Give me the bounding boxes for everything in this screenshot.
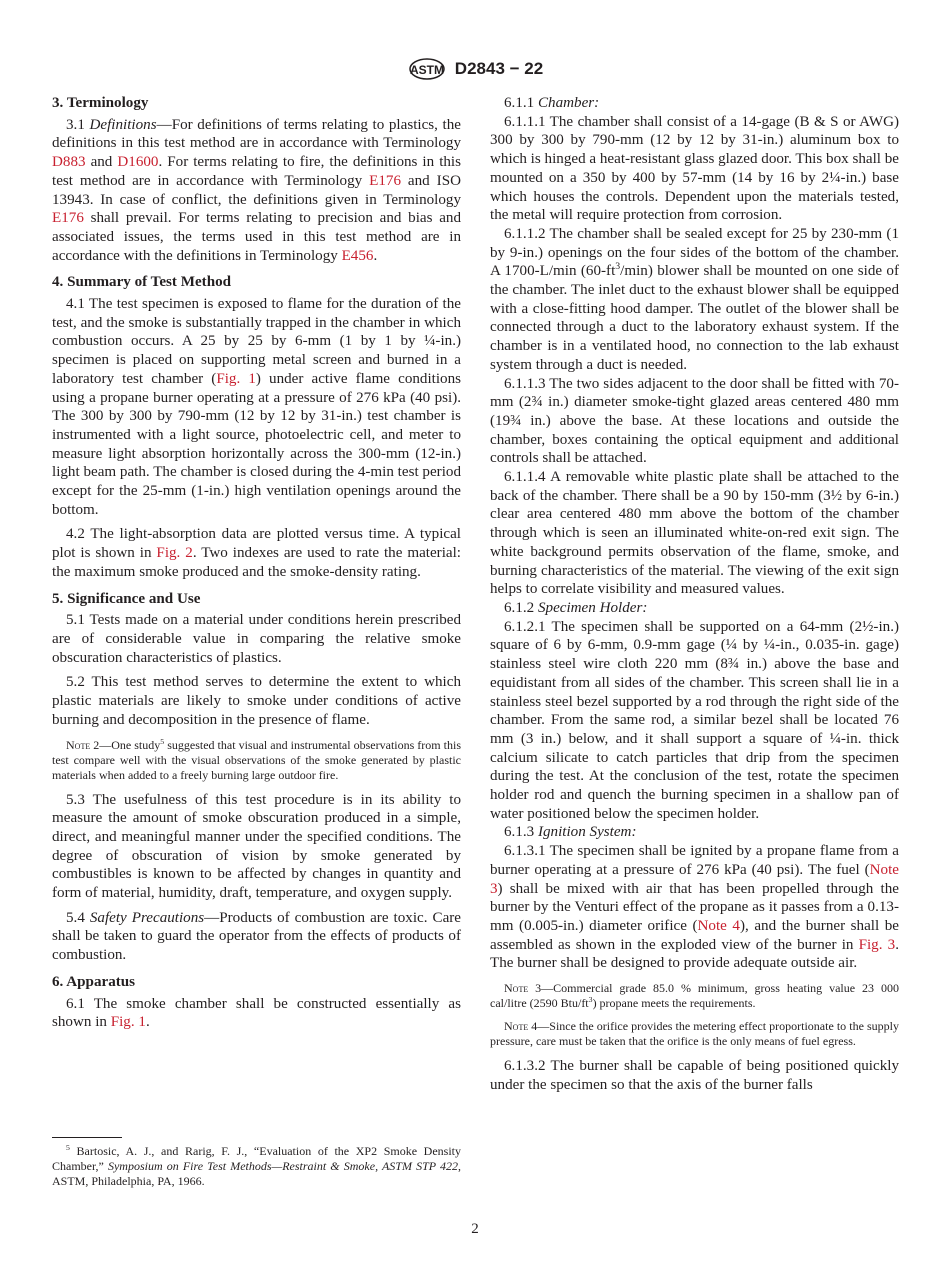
paragraph: [52, 791, 461, 903]
right-column: [490, 94, 899, 1094]
note-label: Note: [66, 737, 91, 752]
text-run: —For definitions of terms relating to plastics, the definitions in this test method are in accordance with Terminology: [52, 116, 461, 152]
text-run: 6.1.1.3 The two sides adjacent to the door shall be fitted with 70-mm (2¾ in.) diameter smoke-tight glazed areas centered 480 mm (19¾ in.) above the base. At these locations and outside the chamber, boxes containing the optical equipment and additional controls shall be attached.: [490, 375, 899, 467]
text-run: ) shall be mixed with air that has been propelled through the burner by the Venturi effect of the propane as it passes from a 0.13-mm (0.005-in.) diameter orifice (: [490, 880, 899, 934]
text-run: . For terms relating to fire, the definitions in this test method are in accordance with Terminology: [52, 154, 461, 189]
text-run: 6.1.1.2 The chamber shall be sealed except for 25 by 230-mm (1 by 9-in.) openings on the four sides of the bottom of the chamber. A 1700-L/min (60-ft: [490, 225, 899, 280]
paragraph: [490, 94, 899, 113]
footnote-divider: [52, 1137, 122, 1138]
text-run: /min) blower shall be mounted on one side of the chamber. The inlet duct to the exhaust blower shall be equipped with a close-fitting hood damper. The outlet of the blower shall be connected through a duct to the laboratory exhaust system. If the chamber is in a ventilated hood, no connection to the lab exhaust system through a duct is needed.: [490, 263, 899, 373]
page-number: 2: [471, 1221, 479, 1237]
note-label: Note: [504, 981, 529, 996]
text-run: 4.1 The test specimen is exposed to flame for the duration of the test, and the smoke is substantially trapped in the chamber in which combustion occurs. A 25 by 25 by 6-mm (1 by 1 by ¼-in.) specimen is placed on supporting metal screen and burned in a laboratory test chamber (: [52, 296, 461, 387]
text-run: 4—Since the orifice provides the metering effect proportionate to the supply pressure, care must be taken that the orifice is the only means of fuel egress.: [490, 1019, 899, 1049]
paragraph: [52, 525, 461, 581]
text-run: 5.2 This test method serves to determine the extent to which plastic materials are likely to smoke under conditions of active burning and decomposition in the presence of flame.: [52, 674, 461, 728]
text-run: ) under active flame conditions using a propane burner operating at a pressure of 276 kPa (40 psi). The 300 by 300 by 790-mm (12 by 12 by 31-in.) test chamber is instrumented with a light source, photoelectric cell, and meter to measure light absorption horizontally across the 300-mm (12-in.) light beam path. The chamber is closed during the 4-min test period except for the 25-mm (1-in.) high ventilation openings around the bottom.: [52, 370, 462, 518]
text-run: Bartosic, A. J., and Rarig, F. J., “Evaluation of the XP2 Smoke Density Chamber,”: [52, 1144, 461, 1173]
paragraph: [52, 673, 461, 729]
text-run: 6.1.3.2 The burner shall be capable of being positioned quickly under the specimen so that the axis of the burner falls: [490, 1058, 899, 1093]
text-run: 5. Significance and Use: [52, 590, 201, 607]
paragraph: [52, 611, 461, 667]
section-heading: [52, 973, 461, 992]
text-run: and ISO 13943. In case of conflict, the definitions given in Terminology: [52, 172, 461, 208]
text-run: 3. Terminology: [52, 95, 149, 111]
note: [490, 1019, 899, 1049]
reference-link[interactable]: D1600: [117, 154, 159, 171]
italic-text: Chamber:: [537, 95, 600, 111]
reference-link[interactable]: Fig. 1: [110, 1014, 146, 1031]
text-run: .: [145, 1014, 150, 1031]
italic-text: Ignition System:: [537, 824, 637, 841]
reference-link[interactable]: E176: [52, 210, 84, 227]
reference-link[interactable]: Fig. 2: [156, 545, 193, 562]
text-run: 6.1.2.1 The specimen shall be supported on a 64-mm (2½-in.) square of 6 by 6-mm, 0.9-mm gage (¼ by ¼-in., 0.035-in. gage) stainless steel wire cloth 220 mm (8¾ in.) above the base and equidistant from all sides of the chamber. This screen shall lie in a stainless steel bezel supported by a rod through the right side of the chamber. From the same rod, a similar bezel shall be located 76 mm (3 in.) below, and it shall support a square of ¼-in. thick calcium silicate to catch particles that drip from the specimen during the test. At the conclusion of the test, rotate the specimen holder rod and quench the burning specimen in a shallow pan of water positioned below the specimen holder.: [490, 618, 899, 822]
superscript: 3: [588, 995, 593, 1005]
paragraph: [490, 618, 899, 824]
note: [52, 738, 461, 783]
text-run: 6. Apparatus: [52, 973, 136, 990]
reference-link[interactable]: Fig. 1: [216, 370, 256, 387]
text-run: ) propane meets the requirements.: [592, 996, 756, 1011]
text-run: suggested that visual and instrumental observations from this test compare well with the visual observations of the smoke generated by plastic materials when added to a freely burning large outdoor fire.: [52, 737, 461, 782]
text-run: 4. Summary of Test Method: [52, 274, 232, 291]
footnote-5: [52, 1144, 461, 1189]
left-column: [52, 94, 461, 1032]
text-run: and: [85, 154, 118, 171]
text-run: 5.4: [66, 909, 90, 926]
text-run: . The burner shall be designed to provide adequate outside air.: [490, 936, 899, 972]
text-run: 6.1.3.1 The specimen shall be ignited by a propane flame from a burner operating at a pressure of 276 kPa (40 psi). The fuel (: [490, 843, 899, 878]
paragraph: [490, 823, 899, 842]
text-run: 3.1: [66, 116, 90, 133]
reference-link[interactable]: Note 3: [490, 861, 899, 897]
paragraph: [52, 116, 461, 266]
italic-text: Safety Precautions: [89, 909, 205, 926]
text-run: 5.1 Tests made on a material under conditions herein prescribed are of considerable value in comparing the relative smoke obscuration characteristics of plastics.: [52, 612, 461, 666]
reference-link[interactable]: D883: [52, 154, 86, 171]
text-run: .: [373, 247, 378, 264]
paragraph: [490, 225, 899, 375]
paragraph: [52, 995, 461, 1032]
paragraph: [490, 1057, 899, 1094]
reference-link[interactable]: Note 4: [697, 917, 740, 934]
text-run: 6.1.1.4 A removable white plastic plate shall be attached to the back of the chamber. There shall be a 90 by 150-mm (3½ by 6-in.) clear area centered 480 mm above the bottom of the chamber through which is seen an illuminated white-on-red exit sign. The white background permits observation of the flame, smoke, and burning characteristics of the material. The viewing of the exit sign helps to correlate visibility and measured values.: [490, 469, 899, 598]
italic-text: Specimen Holder:: [537, 599, 648, 616]
text-run: 6.1.1.1 The chamber shall consist of a 14-gage (B & S or AWG) 300 by 300 by 790-mm (12 by 12 by 31-in.) aluminum box to which is hinged a heat-resistant glass glazed door. This box shall be mounted on a 350 by 400 by 57-mm (14 by 16 by 2¼-in.) base which houses the controls. Dependent upon the materials tested, the metal will require protection from corrosion.: [490, 113, 899, 224]
text-run: —Products of combustion are toxic. Care shall be taken to guard the operator from the effects of products of combustion.: [52, 909, 461, 964]
text-run: 4.2 The light-absorption data are plotted versus time. A typical plot is shown in: [52, 526, 461, 562]
paragraph: [490, 375, 899, 469]
text-run: shall prevail. For terms relating to precision and bias and associated issues, the terms used in this test method are in accordance with the definitions in Terminology: [52, 210, 461, 264]
astm-logo-icon: [407, 56, 447, 82]
svg-text:ASTM: ASTM: [409, 63, 444, 77]
paragraph: [490, 113, 899, 225]
paragraph: [490, 468, 899, 599]
superscript: 3: [615, 261, 621, 273]
note-label: Note: [504, 1019, 529, 1034]
text-run: , ASTM, Philadelphia, PA, 1966.: [52, 1159, 461, 1188]
paragraph: [490, 599, 899, 618]
superscript: 5: [66, 1143, 70, 1152]
text-run: 6.1.2: [504, 599, 538, 616]
reference-link[interactable]: E456: [341, 247, 374, 264]
reference-link[interactable]: E176: [369, 172, 401, 189]
text-run: . Two indexes are used to rate the material: the maximum smoke produced and the smoke-density rating.: [52, 545, 461, 580]
standard-designation: D2843 − 22: [454, 59, 544, 78]
paragraph: [52, 909, 461, 965]
text-run: 6.1 The smoke chamber shall be constructed essentially as shown in: [52, 995, 461, 1031]
text-run: 6.1.3: [504, 824, 538, 841]
paragraph: [490, 842, 899, 973]
text-run: 6.1.1: [504, 95, 538, 111]
page-header: [0, 56, 950, 82]
text-run: ), and the burner shall be assembled as shown in the exploded view of the burner in: [490, 917, 899, 953]
text-run: 3—Commercial grade 85.0 % minimum, gross heating value 23 000 cal/litre (2590 Btu/ft: [490, 981, 899, 1011]
section-heading: [52, 273, 461, 292]
section-heading: [52, 94, 461, 113]
note: [490, 981, 899, 1011]
text-run: 5.3 The usefulness of this test procedure is in its ability to measure the amount of smoke obscuration produced in a simple, direct, and meaningful manner under the specified conditions. The degree of obscuration of vision by smoke generated by combustibles is known to be affected by changes in quantity and form of material, humidity, draft, temperature, and oxygen supply.: [52, 791, 461, 902]
text-run: 2—One study: [90, 737, 161, 752]
reference-link[interactable]: Fig. 3: [858, 936, 896, 953]
superscript: 5: [160, 736, 165, 746]
section-heading: [52, 590, 461, 609]
italic-text: Definitions: [89, 116, 157, 133]
paragraph: [52, 295, 461, 519]
italic-text: Symposium on Fire Test Methods—Restraint & Smoke, ASTM STP 422: [107, 1159, 458, 1173]
